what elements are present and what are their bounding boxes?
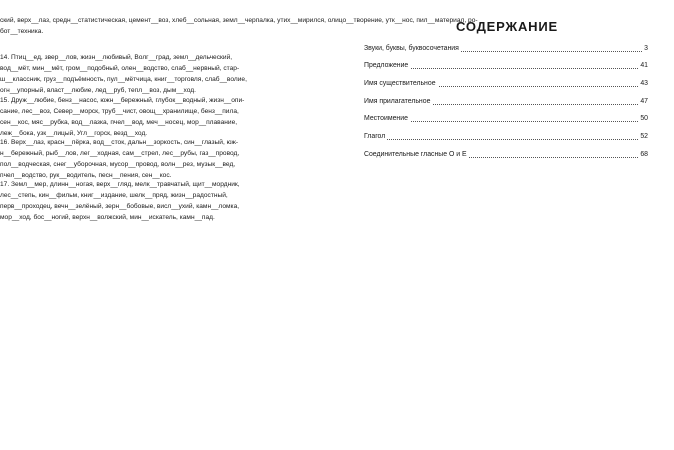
- toc-entry-page: 68: [640, 151, 648, 158]
- exercise-line: 16. Верх__лаз, красн__пёрка, вод__сток, дальн__зоркость, син__глазый, юж-: [0, 139, 239, 146]
- exercise-line: сание, лес__воз, Север__морск, труб__чист, овощ__хранилище, бенз__пила,: [0, 108, 239, 115]
- toc-entry-sounds-letters[interactable]: [364, 44, 648, 54]
- exercise-17: [0, 179, 278, 223]
- exercise-line: перв__проходец, вечн__зелёный, зерн__бобовые, висл__ухий, камн__ломка,: [0, 203, 240, 210]
- exercise-16: [0, 137, 278, 181]
- toc-entry-label: Глагол: [364, 133, 386, 140]
- toc-entry-label: Предложение: [364, 62, 409, 69]
- toc-entry-page: 43: [640, 80, 648, 87]
- toc-title: СОДЕРЖАНИЕ: [456, 19, 558, 34]
- toc-entry-page: 47: [640, 98, 648, 105]
- exercise-line: бот__техника.: [0, 28, 44, 35]
- exercise-line: сен__кос, мяс__рубка, вод__лазка, пчел__вод, меч__носец, мор__плавание,: [0, 119, 238, 126]
- toc-entry-label: Соединительные гласные О и Е: [364, 151, 467, 158]
- toc-entry-label: Имя существительное: [364, 80, 436, 87]
- toc-entry-connecting-vowels[interactable]: [364, 150, 648, 160]
- exercise-line: ский, верх__лаз, средн__статистическая, цемент__воз, хлеб__сольная, земл__черпалка, утих__мирился, олицо__творение, утк__нос, пил__материал, ро-: [0, 17, 478, 24]
- toc-entry-label: Имя прилагательное: [364, 98, 431, 105]
- exercise-line: 14. Птиц__ед, звер__лов, жизн__любивый, Волг__град, земл__дельческий,: [0, 54, 233, 61]
- exercise-line: вод__мёт, мин__мёт, гром__подобный, олен__водство, слаб__нервный, стар-: [0, 65, 240, 72]
- exercise-14: [0, 52, 278, 96]
- exercise-line: пол__водческая, снег__уборочная, мусор__провод, волн__рез, музык__вед,: [0, 161, 236, 168]
- toc-leader-dots: [364, 139, 648, 140]
- toc-entry-verb[interactable]: [364, 132, 648, 142]
- exercise-15: [0, 95, 278, 139]
- toc-entry-pronoun[interactable]: [364, 114, 648, 124]
- exercise-line: ш__классник, груз__подъёмность, пул__мётчица, книг__торговля, слаб__волие,: [0, 76, 247, 83]
- toc-entry-page: 52: [640, 133, 648, 140]
- toc-entry-adjective[interactable]: [364, 97, 648, 107]
- exercise-line: мор__ход, бос__ногий, верхн__волжский, мин__искатель, камн__пад.: [0, 214, 215, 221]
- toc-entry-noun[interactable]: [364, 79, 648, 89]
- toc-entry-page: 41: [640, 62, 648, 69]
- toc-entry-sentence[interactable]: [364, 61, 648, 71]
- exercise-line: 15. Друж__любие, бенз__насос, южн__бережный, глубок__водный, жизн__опи-: [0, 97, 245, 104]
- toc-entry-label: Местоимение: [364, 115, 408, 122]
- exercise-line: 17. Земл__мер, длинн__ногая, верх__гляд, мелк__травчатый, щит__мордник,: [0, 181, 240, 188]
- exercise-line: лес__степь, кин__фильм, книг__издание, шелк__пряд, жизн__радостный,: [0, 192, 228, 199]
- exercise-line: леж__бока, узк__лицый, Угл__горск, везд__ход.: [0, 130, 148, 137]
- exercise-13-continued: [0, 15, 478, 37]
- toc-entry-label: Звуки, буквы, буквосочетания: [364, 45, 459, 52]
- exercise-line: огн__упорный, власт__любие, лед__руб, тепл__воз, дым__ход.: [0, 87, 196, 94]
- exercise-line: н__бережный, рыб__лов, лег__ходная, сам__стрел, лес__рубы, газ__провод,: [0, 150, 240, 157]
- toc-entry-page: 50: [640, 115, 648, 122]
- toc-entry-page: 3: [644, 45, 648, 52]
- exercise-line: пчел__водство, рук__водитель, песн__пения, сен__кос.: [0, 172, 172, 179]
